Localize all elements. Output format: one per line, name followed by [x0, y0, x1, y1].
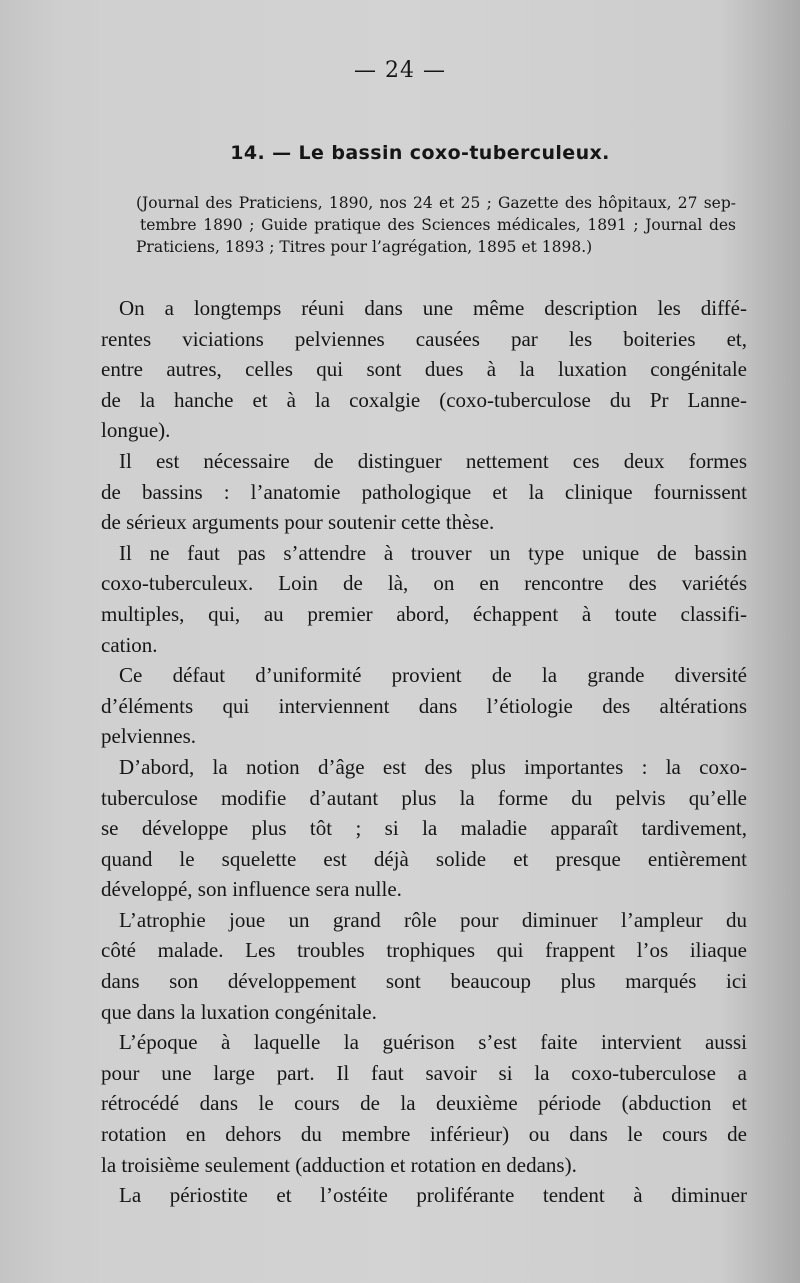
text-line: L’atrophie joue un grand rôle pour diminuer l’ampleur du	[119, 907, 747, 932]
text-line: multiples, qui, au premier abord, échappent à toute classifi-	[101, 601, 747, 626]
text-line: cation.	[101, 632, 158, 657]
text-line: de la hanche et à la coxalgie (coxo-tuberculose du Pr Lanne-	[101, 387, 747, 412]
text-line: de sérieux arguments pour soutenir cette thèse.	[101, 510, 495, 535]
text-line: rotation en dehors du membre inférieur) ou dans le cours de	[101, 1122, 747, 1147]
text-line: Il est nécessaire de distinguer nettement ces deux formes	[119, 448, 747, 473]
text-line: que dans la luxation congénitale.	[101, 999, 377, 1024]
text-line: pour une large part. Il faut savoir si la coxo-tuberculose a	[101, 1060, 747, 1085]
reference-line: tembre 1890 ; Guide pratique des Sciences médicales, 1891 ; Journal des	[140, 216, 736, 234]
text-line: L’époque à laquelle la guérison s’est faite intervient aussi	[119, 1030, 747, 1055]
text-line: D’abord, la notion d’âge est des plus importantes : la coxo-	[119, 754, 747, 779]
text-line: pelviennes.	[101, 724, 197, 749]
text-line: On a longtemps réuni dans une même description les diffé-	[119, 296, 747, 320]
text-line: quand le squelette est déjà solide et presque entièrement	[101, 846, 747, 871]
text-line: rentes viciations pelviennes causées par les boiteries et,	[101, 326, 747, 351]
text-line: côté malade. Les troubles trophiques qui frappent l’os iliaque	[101, 938, 747, 963]
text-line: se développe plus tôt ; si la maladie apparaît tardivement,	[101, 816, 747, 841]
reference-line: (Journal des Praticiens, 1890, nos 24 et 25 ; Gazette des hôpitaux, 27 sep-	[136, 194, 736, 212]
text-line: tuberculose modifie d’autant plus la forme du pelvis qu’elle	[101, 785, 747, 810]
text-line: rétrocédé dans le cours de la deuxième période (abduction et	[101, 1091, 747, 1116]
text-line: longue).	[101, 418, 171, 443]
text-line: Il ne faut pas s’attendre à trouver un type unique de bassin	[119, 540, 747, 565]
page-number: — 24 —	[354, 58, 446, 83]
references-block	[136, 192, 736, 258]
body-text	[101, 293, 747, 1211]
text-line: la troisième seulement (adduction et rotation en dedans).	[101, 1152, 577, 1177]
section-title: 14. — Le bassin coxo-tuberculeux.	[230, 142, 610, 164]
text-line: Ce défaut d’uniformité provient de la grande diversité	[119, 663, 747, 688]
text-line: d’éléments qui interviennent dans l’étiologie des altérations	[101, 693, 747, 718]
text-line: La périostite et l’ostéite proliférante tendent à diminuer	[119, 1183, 747, 1208]
text-line: dans son développement sont beaucoup plus marqués ici	[101, 969, 747, 994]
text-line: entre autres, celles qui sont dues à la luxation congénitale	[101, 357, 747, 382]
text-line: coxo-tuberculeux. Loin de là, on en rencontre des variétés	[101, 571, 747, 596]
text-line: développé, son influence sera nulle.	[101, 877, 402, 902]
reference-line: Praticiens, 1893 ; Titres pour l’agrégation, 1895 et 1898.)	[136, 238, 593, 256]
text-line: de bassins : l’anatomie pathologique et la clinique fournissent	[101, 479, 747, 504]
